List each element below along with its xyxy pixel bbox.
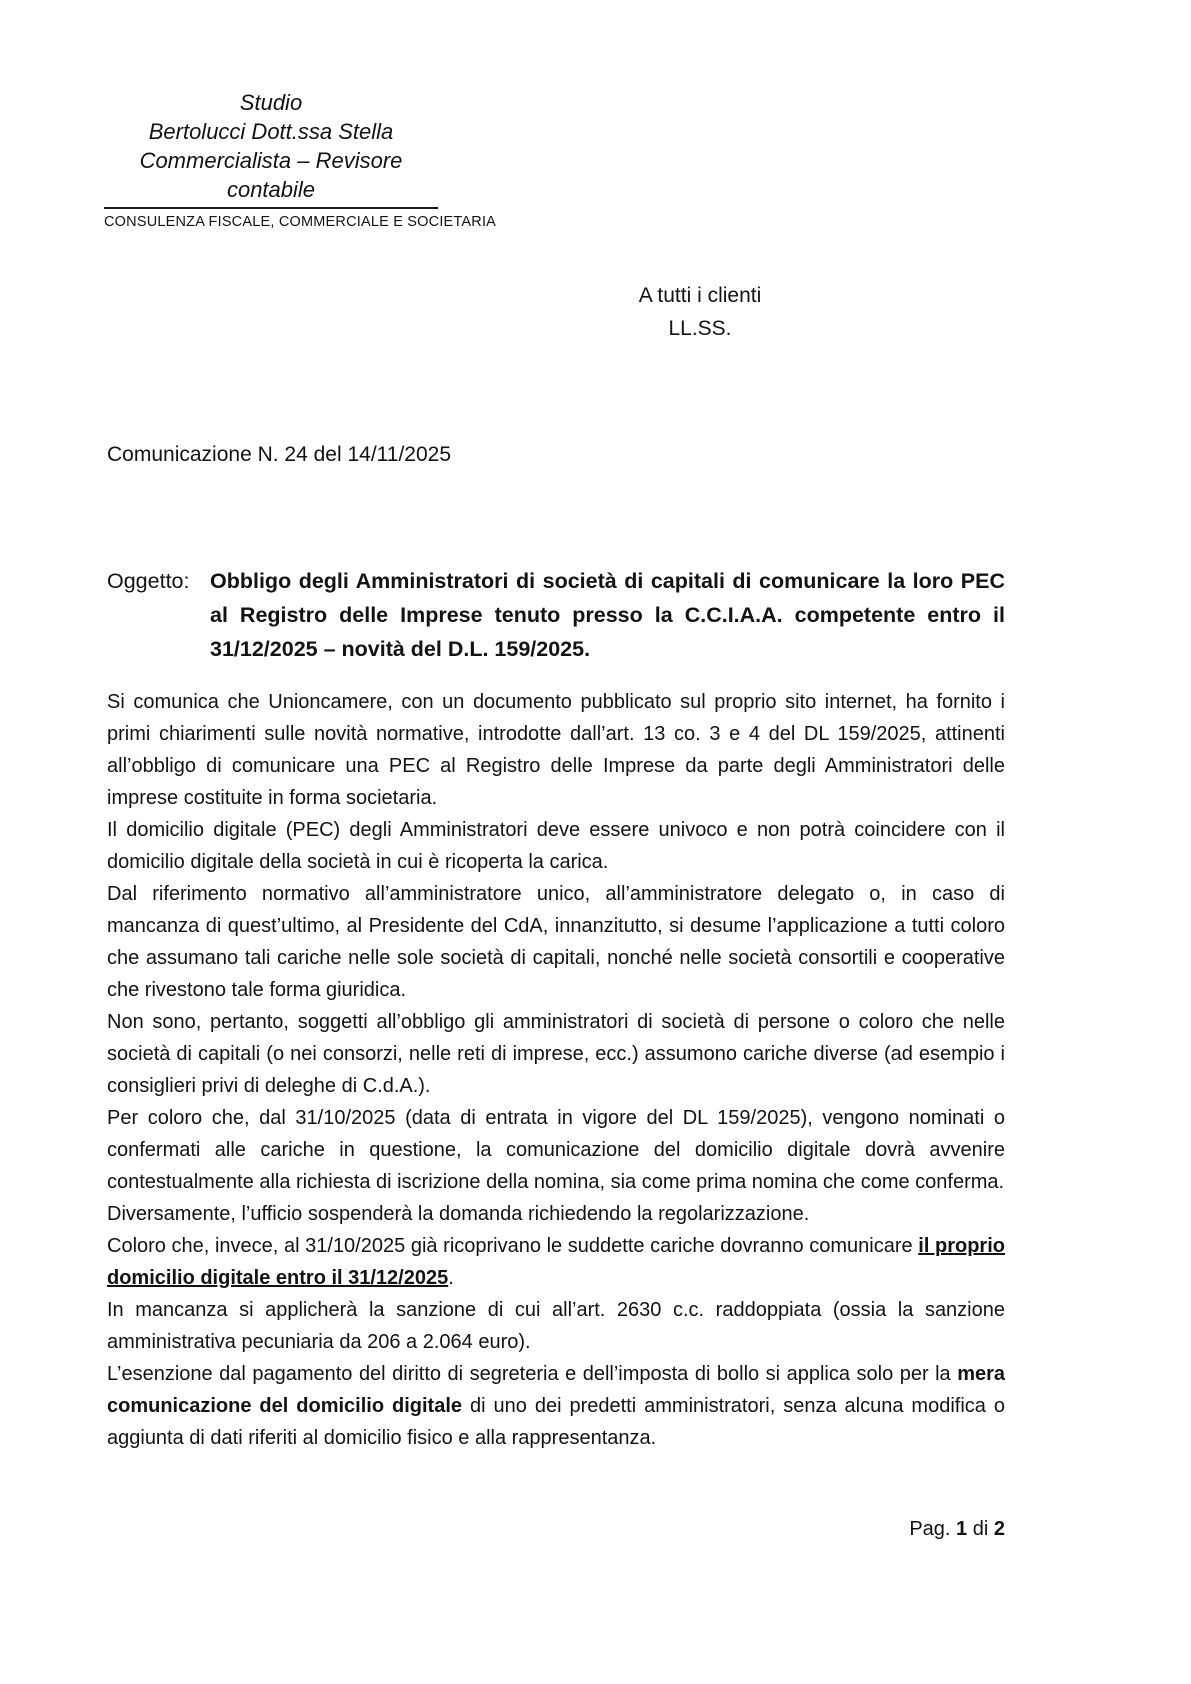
recipient-line: A tutti i clienti <box>638 284 762 307</box>
text-run: Il domicilio digitale (PEC) degli Amministratori deve essere univoco e non potrà coincidere con il domicilio digitale della società in cui è ricoperta la carica. <box>107 819 1005 873</box>
footer-page-number: 1 <box>956 1518 968 1540</box>
text-run: Non sono, pertanto, soggetti all’obbligo gli amministratori di società di persone o coloro che nelle società di capitali (o nei consorzi, nelle reti di imprese, ecc.) assumono cariche diverse (ad esempio i consiglieri privi di deleghe di C.d.A.). <box>107 1011 1005 1097</box>
paragraph <box>107 1102 1005 1198</box>
text-run: In mancanza si applicherà la sanzione di cui all’art. 2630 c.c. raddoppiata (ossia la sanzione amministrativa pecuniaria da 206 a 2.064 euro). <box>107 1299 1005 1353</box>
paragraph <box>107 1006 1005 1102</box>
paragraph <box>107 686 1005 814</box>
paragraph <box>107 1294 1005 1358</box>
studio-line: Studio <box>239 90 303 115</box>
footer-total-pages: 2 <box>993 1518 1005 1540</box>
footer-separator: di <box>972 1518 989 1540</box>
subject-text: Obbligo degli Amministratori di società di capitali di comunicare la loro PEC al Registro delle Imprese tenuto presso la C.C.I.A.A. competente entro il 31/12/2025 – novità del D.L. 159/2025. <box>210 569 1005 661</box>
text-run: L’esenzione dal pagamento del diritto di segreteria e dell’imposta di bollo si applica solo per la <box>107 1363 958 1385</box>
subject-label: Oggetto: <box>107 569 190 593</box>
emphasized-text-run: il proprio domicilio digitale entro il 31/12/2025 <box>107 1235 1005 1289</box>
text-run: Dal riferimento normativo all’amministratore unico, all’amministratore delegato o, in caso di mancanza di quest’ultimo, al Presidente del CdA, innanzitutto, si desume l’applicazione a tutti coloro che assumano tali cariche nelle sole società di capitali, nonché nelle società consortili e cooperative che rivestono tale forma giuridica. <box>107 883 1005 1001</box>
paragraph <box>107 1230 1005 1294</box>
studio-title-line: Commercialista – Revisore contabile <box>139 148 403 202</box>
letterhead <box>104 88 497 231</box>
paragraph <box>107 814 1005 878</box>
text-run: Coloro che, invece, al 31/10/2025 già ricoprivano le suddette cariche dovranno comunicare <box>107 1235 919 1257</box>
emphasized-text-run: mera comunicazione del domicilio digitale <box>107 1363 1005 1417</box>
recipient-block <box>520 279 880 345</box>
text-run: Per coloro che, dal 31/10/2025 (data di entrata in vigore del DL 159/2025), vengono nominati o confermati alle cariche in questione, la comunicazione del domicilio digitale dovrà avvenire contestualmente alla richiesta di iscrizione della nomina, sia come prima nomina che come conferma. <box>107 1107 1005 1193</box>
page-footer <box>909 1516 1005 1542</box>
text-run: Diversamente, l’ufficio sospenderà la domanda richiedendo la regolarizzazione. <box>107 1203 810 1225</box>
text-run: . <box>448 1267 454 1289</box>
text-run: di uno dei predetti amministratori, senza alcuna modifica o aggiunta di dati riferiti al domicilio fisico e alla rappresentanza. <box>107 1395 1005 1449</box>
recipient-salutation: LL.SS. <box>668 317 732 340</box>
body-paragraphs <box>107 686 1005 1454</box>
paragraph <box>107 1198 1005 1230</box>
subject-block <box>107 564 1005 666</box>
footer-prefix: Pag. <box>909 1518 951 1540</box>
communication-number: Comunicazione N. 24 del 14/11/2025 <box>107 443 452 466</box>
letterhead-names <box>104 88 438 209</box>
text-run: Si comunica che Unioncamere, con un documento pubblicato sul proprio sito internet, ha fornito i primi chiarimenti sulle novità normative, introdotte dall’art. 13 co. 3 e 4 del DL 159/2025, attinenti all’obbligo di comunicare una PEC al Registro delle Imprese da parte degli Amministratori delle imprese costituite in forma societaria. <box>107 691 1005 809</box>
studio-owner-line: Bertolucci Dott.ssa Stella <box>148 119 394 144</box>
paragraph <box>107 878 1005 1006</box>
paragraph <box>107 1358 1005 1454</box>
letterhead-tagline: CONSULENZA FISCALE, COMMERCIALE E SOCIETARIA <box>104 214 497 230</box>
